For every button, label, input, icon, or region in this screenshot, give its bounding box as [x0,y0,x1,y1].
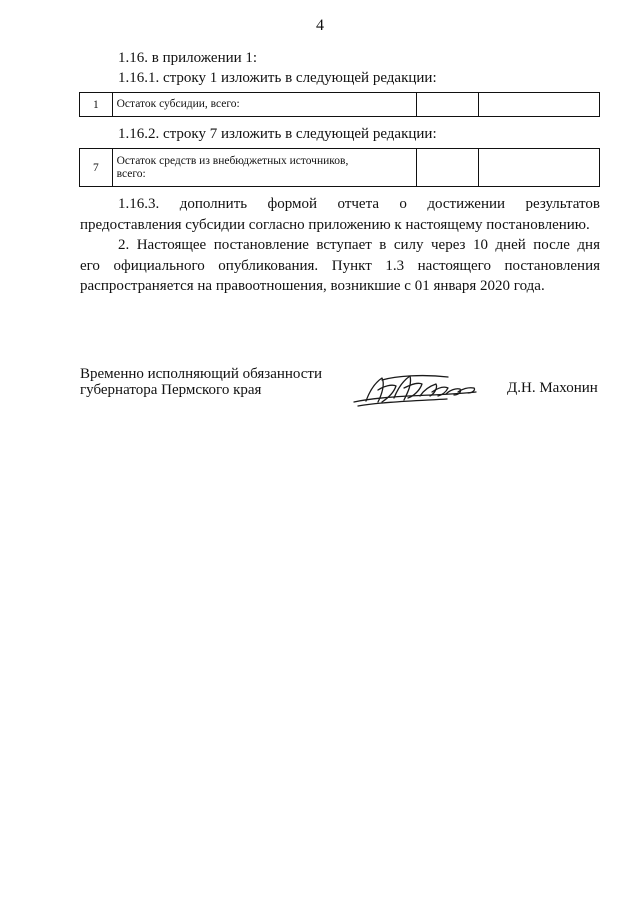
row-label-cell: Остаток субсидии, всего: [112,93,417,117]
item-2-line2: его официального опубликования. Пункт 1.3 настоящего постановления [80,258,600,274]
row-value-cell [478,93,599,117]
page-number: 4 [316,17,324,34]
item-1-16-3-line2: предоставления субсидии согласно приложению к настоящему постановлению. [80,217,590,233]
row-label-line: всего: [116,167,146,180]
row-number-cell: 7 [80,149,113,187]
row-label-cell [112,149,417,187]
row-label-line: Остаток средств из внебюджетных источников, [116,154,349,167]
table-row [80,149,600,187]
row-value-cell [478,149,599,187]
signatory-position [80,366,322,398]
row-number-cell: 1 [80,93,113,117]
item-1-16: 1.16. в приложении 1: [118,50,258,66]
item-1-16-1: 1.16.1. строку 1 изложить в следующей редакции: [118,70,437,86]
row-value-cell [417,149,478,187]
handwritten-signature [352,368,484,410]
position-line: губернатора Пермского края [80,382,262,398]
item-2-line1: 2. Настоящее постановление вступает в силу через 10 дней после дня [118,237,600,253]
position-line: Временно исполняющий обязанности [80,366,323,382]
replacement-row-7-table [79,148,600,187]
row-value-cell [417,93,478,117]
signatory-name: Д.Н. Махонин [507,380,598,396]
item-1-16-2: 1.16.2. строку 7 изложить в следующей редакции: [118,126,437,142]
item-1-16-3-line1: 1.16.3. дополнить формой отчета о достижении результатов [118,196,600,212]
table-row [80,93,600,117]
replacement-row-1-table [79,92,600,117]
item-2-line3: распространяется на правоотношения, возникшие с 01 января 2020 года. [80,278,545,294]
